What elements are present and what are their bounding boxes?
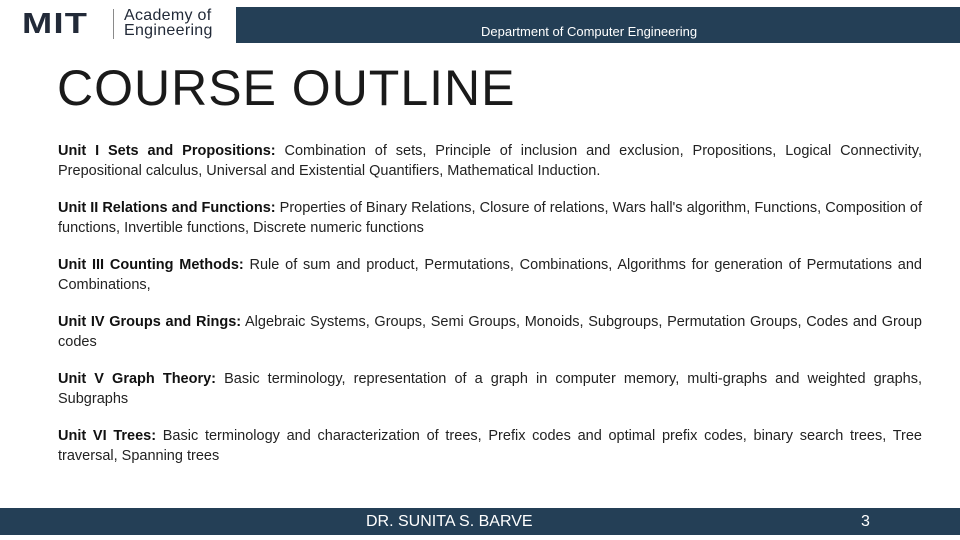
unit-description: Properties of Binary Relations, Closure of relations, Wars hall's algorithm, Functions, Composition of functions, Invertible functions, Discrete numeric functions xyxy=(58,200,922,236)
page-number: 3 xyxy=(861,513,870,530)
course-outline xyxy=(58,142,922,484)
unit-title: Unit VI Trees: xyxy=(58,428,157,444)
unit-title: Unit I Sets and Propositions: xyxy=(58,143,276,159)
department-label: Department of Computer Engineering xyxy=(481,24,698,39)
unit-2 xyxy=(58,199,922,238)
logo-text-line2: Engineering xyxy=(124,22,213,39)
unit-4 xyxy=(58,313,922,352)
unit-1 xyxy=(58,142,922,181)
unit-title: Unit IV Groups and Rings: xyxy=(58,314,242,330)
unit-description: Rule of sum and product, Permutations, Combinations, Algorithms for generation of Permutations and Combinations, xyxy=(58,257,922,293)
unit-6 xyxy=(58,427,922,466)
unit-5 xyxy=(58,370,922,409)
unit-description: Basic terminology, representation of a graph in computer memory, multi-graphs and weighted graphs, Subgraphs xyxy=(58,371,922,407)
unit-3 xyxy=(58,256,922,295)
unit-title: Unit V Graph Theory: xyxy=(58,371,217,387)
unit-description: Combination of sets, Principle of inclusion and exclusion, Propositions, Logical Connectivity, Prepositional calculus, Universal and Existential Quantifiers, Mathematical Induction. xyxy=(58,143,922,179)
institution-logo xyxy=(0,0,236,48)
unit-title: Unit III Counting Methods: xyxy=(58,257,244,273)
unit-description: Basic terminology and characterization of trees, Prefix codes and optimal prefix codes, binary search trees, Tree traversal, Spanning trees xyxy=(58,428,922,464)
logo-mark: MIT xyxy=(22,8,89,40)
unit-title: Unit II Relations and Functions: xyxy=(58,200,276,216)
footer-author: DR. SUNITA S. BARVE xyxy=(366,513,533,530)
logo-divider xyxy=(113,9,114,39)
logo-text-line1: Academy of xyxy=(124,7,212,24)
page-title: COURSE OUTLINE xyxy=(57,60,516,116)
unit-description: Algebraic Systems, Groups, Semi Groups, Monoids, Subgroups, Permutation Groups, Codes and Group codes xyxy=(58,314,922,350)
